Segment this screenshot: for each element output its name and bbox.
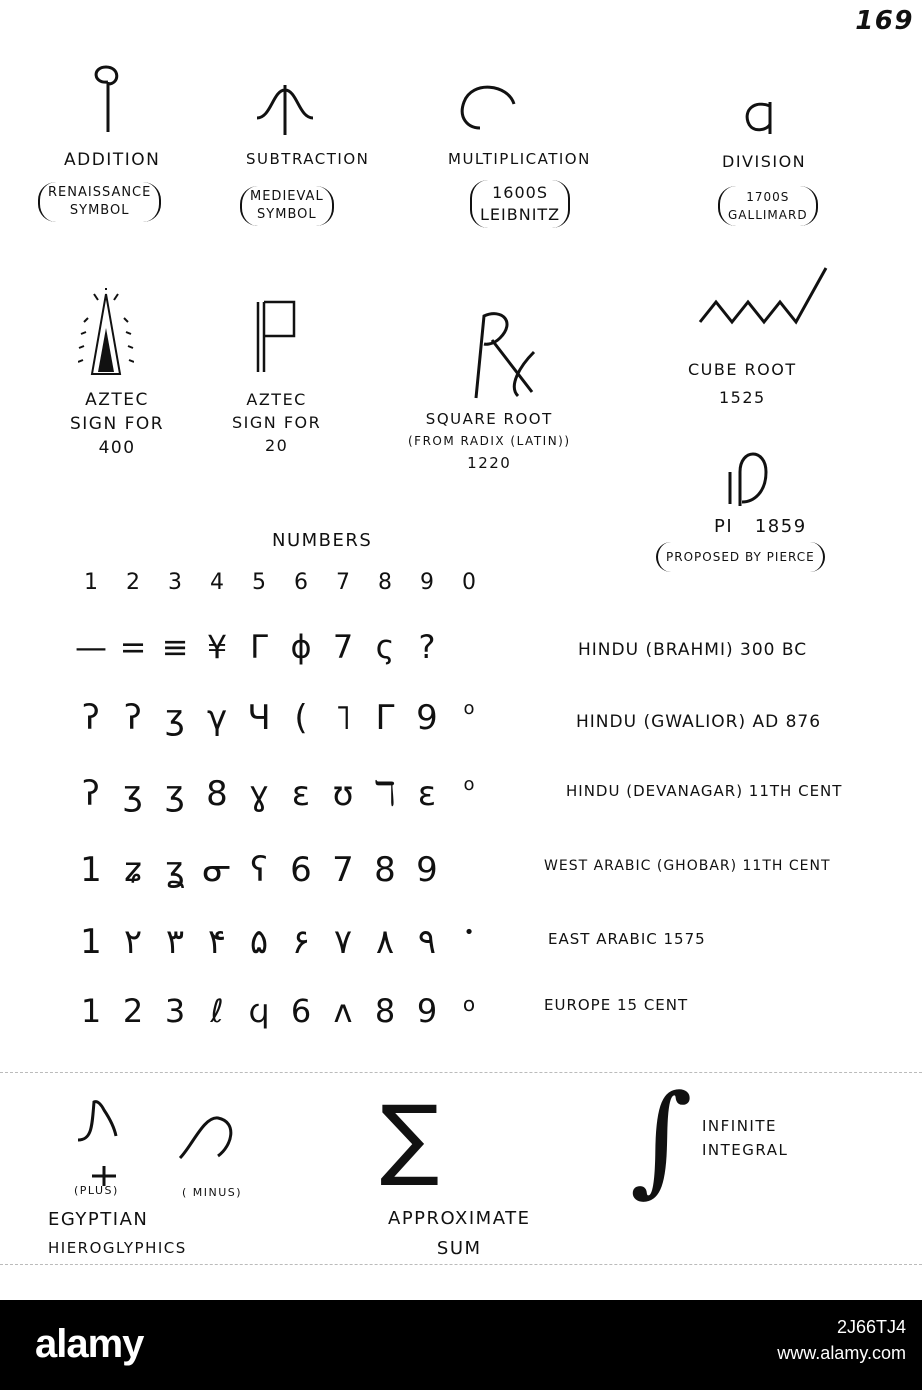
division-symbol-glyph	[740, 98, 780, 138]
division-label: DIVISION	[722, 152, 807, 171]
numeral: 1	[80, 992, 102, 1030]
subtraction-label: SUBTRACTION	[246, 150, 370, 168]
addition-note: RENAISSANCE SYMBOL	[38, 182, 161, 222]
cube-root-glyph	[696, 264, 830, 344]
numeral: ʑ	[124, 850, 142, 890]
numeral: o	[462, 992, 476, 1016]
division-note: 1700S GALLIMARD	[718, 186, 818, 226]
numeral: 6	[294, 570, 308, 595]
numeral-row-label-east-arabic: EAST ARABIC 1575	[548, 930, 706, 948]
multiplication-symbol-glyph	[456, 82, 520, 134]
numeral: 9	[420, 570, 434, 595]
numeral: ɣ	[248, 774, 270, 814]
numeral: γ	[206, 698, 228, 738]
numeral: ʕ	[250, 850, 268, 890]
numeral: ʒ	[165, 698, 185, 738]
numeral: Γ	[375, 698, 395, 738]
numeral-row-devanagar	[70, 774, 490, 814]
numbers-header-row	[70, 570, 490, 595]
numeral: ≡	[161, 628, 189, 666]
approximate-sum-label: APPROXIMATE SUM	[388, 1208, 531, 1259]
numeral: 0	[462, 570, 476, 595]
numeral: 7	[336, 570, 350, 595]
numeral: (	[294, 698, 308, 738]
numeral: 8	[374, 850, 396, 890]
numeral: o	[463, 698, 475, 719]
numeral: 1	[80, 850, 102, 890]
numeral: ˥	[334, 698, 352, 738]
numeral: ۵	[249, 922, 269, 962]
aztec-400-label: AZTEC SIGN FOR 400	[70, 390, 165, 458]
numeral: ?	[418, 628, 436, 666]
numeral: ʔ	[82, 698, 100, 738]
divider	[0, 1072, 922, 1073]
integral-symbol: ∫	[630, 1070, 693, 1209]
numeral-row-label-brahmi: HINDU (BRAHMI) 300 BC	[578, 640, 808, 660]
numeral: ℸ	[374, 774, 396, 814]
pi-note: PROPOSED BY PIERCE	[656, 542, 825, 572]
numeral: 1	[84, 570, 98, 595]
multiplication-note: 1600S LEIBNITZ	[470, 180, 570, 228]
numeral: ʒ	[123, 774, 143, 814]
numbers-heading: NUMBERS	[272, 530, 373, 551]
numeral: 7	[332, 628, 354, 666]
numeral: Γ	[250, 628, 268, 666]
square-root-label: SQUARE ROOT (FROM RADIX (LATIN)) 1220	[408, 410, 571, 472]
numeral-row-west-arabic	[70, 850, 448, 890]
numeral-row-label-gwalior: HINDU (GWALIOR) AD 876	[576, 712, 822, 732]
numeral: ϥ	[248, 992, 270, 1030]
addition-label: ADDITION	[64, 150, 161, 170]
multiplication-label: MULTIPLICATION	[448, 150, 591, 168]
brand-logo: alamy	[35, 1322, 144, 1366]
divider	[0, 1264, 922, 1265]
aztec-20-glyph	[252, 296, 298, 374]
numeral: 8	[206, 774, 228, 814]
numeral: 3	[164, 992, 186, 1030]
numeral: Ч	[247, 698, 271, 738]
pi-label: PI 1859	[714, 516, 807, 537]
numeral-row-gwalior	[70, 698, 490, 738]
egyptian-plus-label: (PLUS)	[74, 1184, 119, 1197]
numeral: =	[119, 628, 147, 666]
numeral: 9	[416, 850, 438, 890]
numeral: ۲	[123, 922, 143, 962]
egyptian-plus-glyph	[74, 1096, 134, 1186]
pi-glyph	[720, 442, 774, 508]
square-root-glyph	[462, 306, 546, 402]
numeral: ʓ	[165, 850, 185, 890]
egyptian-minus-glyph	[178, 1112, 248, 1162]
numeral: ۹	[417, 922, 437, 962]
numeral: •	[463, 922, 475, 943]
numeral: 2	[122, 992, 144, 1030]
subtraction-symbol-glyph	[255, 80, 315, 140]
numeral-row-europe	[70, 992, 490, 1030]
numeral: ɸ	[290, 628, 312, 666]
cube-root-label: CUBE ROOT 1525	[688, 360, 797, 407]
numeral: 8	[374, 992, 396, 1030]
numeral: ɛ	[291, 774, 311, 814]
numeral: ς	[375, 628, 395, 666]
numeral-row-label-europe: EUROPE 15 CENT	[544, 996, 689, 1014]
numeral: o	[463, 774, 475, 795]
numeral: 8	[378, 570, 392, 595]
page-number: 169	[855, 6, 914, 36]
numeral-row-label-west-arabic: WEST ARABIC (GHOBAR) 11TH CENT	[544, 858, 831, 874]
numeral: 9	[416, 992, 438, 1030]
addition-symbol-glyph	[88, 62, 128, 137]
numeral: ᓂ	[202, 850, 232, 890]
numeral: 5	[252, 570, 266, 595]
numeral: 6	[290, 992, 312, 1030]
egyptian-title: EGYPTIAN HIEROGLYPHICS	[48, 1209, 187, 1257]
numeral: ʒ	[165, 774, 185, 814]
numeral: ʌ	[333, 992, 353, 1030]
numeral: ʔ	[124, 698, 142, 738]
numeral: ۷	[333, 922, 353, 962]
numeral: 6	[290, 850, 312, 890]
numeral: —	[75, 628, 107, 666]
watermark-footer	[0, 1300, 922, 1390]
numeral: 2	[126, 570, 140, 595]
numeral: 9	[416, 698, 438, 738]
numeral-row-brahmi	[70, 628, 448, 666]
numeral: ℓ	[210, 992, 224, 1030]
numeral: ɛ	[417, 774, 437, 814]
numeral: ʊ	[332, 774, 354, 814]
numeral: 3	[168, 570, 182, 595]
image-reference: 2J66TJ4 www.alamy.com	[777, 1317, 906, 1363]
approximate-sum-symbol: ∑	[380, 1086, 440, 1189]
egyptian-minus-label: ( MINUS)	[182, 1186, 243, 1199]
subtraction-note: MEDIEVAL SYMBOL	[240, 186, 334, 226]
numeral: ۶	[291, 922, 311, 962]
numeral: ۴	[207, 922, 227, 962]
integral-label: INFINITE INTEGRAL	[702, 1117, 789, 1159]
numeral: ۸	[375, 922, 395, 962]
numeral-row-east-arabic	[70, 922, 490, 962]
aztec-20-label: AZTEC SIGN FOR 20	[232, 390, 322, 455]
numeral: 7	[332, 850, 354, 890]
aztec-400-glyph	[78, 288, 134, 380]
numeral: 1	[80, 922, 102, 962]
numeral: ۳	[165, 922, 185, 962]
numeral: ʔ	[82, 774, 100, 814]
numeral: ¥	[206, 628, 228, 666]
numeral: 4	[210, 570, 224, 595]
numeral-row-label-devanagar: HINDU (DEVANAGAR) 11TH CENT	[566, 782, 843, 800]
